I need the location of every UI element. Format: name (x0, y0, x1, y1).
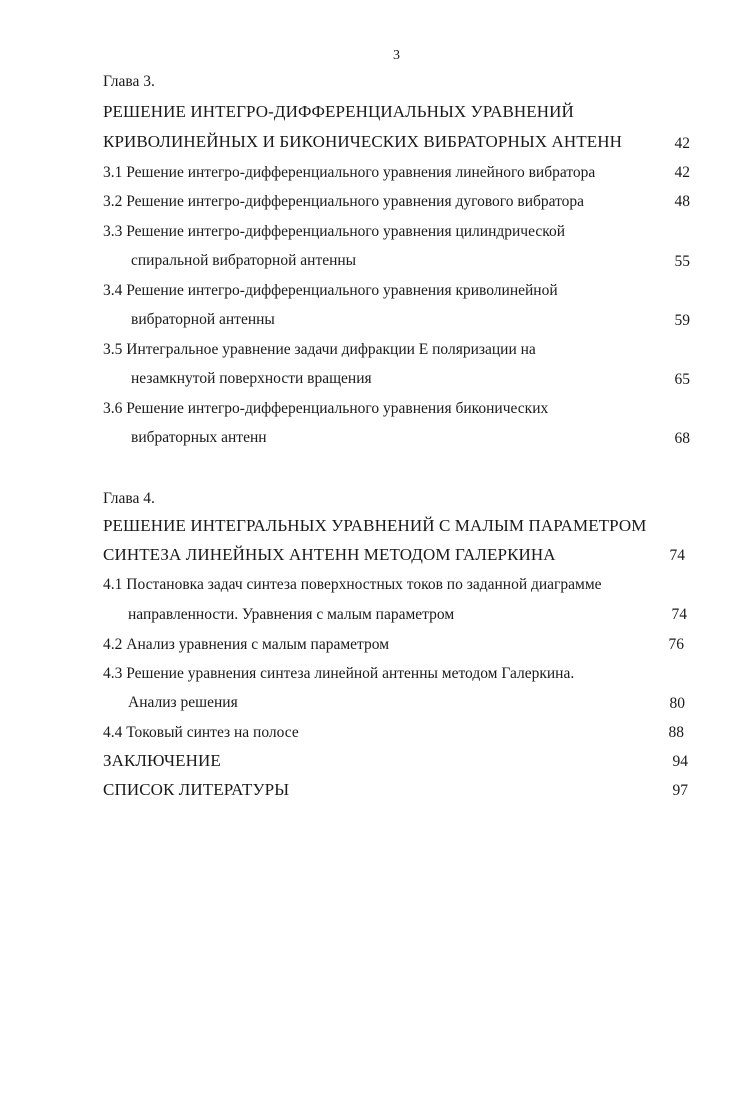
section-3-6-page: 68 (674, 430, 690, 447)
section-3-4-page: 59 (674, 312, 690, 329)
section-4-1-cont: направленности. Уравнения с малым параметром (128, 606, 455, 623)
section-4-1: 4.1 Постановка задач синтеза поверхностных токов по заданной диаграмме (103, 576, 602, 593)
section-3-3-cont: спиральной вибраторной антенны (131, 252, 357, 269)
section-4-1-page: 74 (671, 606, 687, 623)
section-4-4-page: 88 (668, 724, 684, 741)
chapter4-label: Глава 4. (103, 490, 155, 507)
section-3-6: 3.6 Решение интегро-дифференциального уравнения биконических (103, 400, 549, 417)
section-4-2-page: 76 (668, 636, 684, 653)
chapter4-title-page: 74 (669, 547, 685, 564)
section-4-3: 4.3 Решение уравнения синтеза линейной антенны методом Галеркина. (103, 665, 575, 682)
section-3-4-cont: вибраторной антенны (131, 311, 275, 328)
section-3-2: 3.2 Решение интегро-дифференциального уравнения дугового вибратора (103, 193, 585, 210)
references-page: 97 (672, 782, 688, 799)
chapter4-title-line1: РЕШЕНИЕ ИНТЕГРАЛЬНЫХ УРАВНЕНИЙ С МАЛЫМ ПАРАМЕТРОМ (103, 516, 647, 535)
section-3-5: 3.5 Интегральное уравнение задачи дифракции Е поляризации на (103, 341, 536, 358)
conclusion-page: 94 (672, 753, 688, 770)
references-heading: СПИСОК ЛИТЕРАТУРЫ (103, 780, 290, 799)
section-3-3-page: 55 (674, 253, 690, 270)
section-4-3-page: 80 (669, 695, 685, 712)
chapter3-label: Глава 3. (103, 73, 155, 90)
section-4-2: 4.2 Анализ уравнения с малым параметром (103, 636, 390, 653)
section-4-4: 4.4 Токовый синтез на полосе (103, 724, 299, 741)
section-3-6-cont: вибраторных антенн (131, 429, 267, 446)
section-4-3-cont: Анализ решения (128, 694, 238, 711)
page-number: 3 (393, 48, 400, 63)
chapter4-title-line2: СИНТЕЗА ЛИНЕЙНЫХ АНТЕНН МЕТОДОМ ГАЛЕРКИНА (103, 545, 556, 564)
chapter3-title-line1: РЕШЕНИЕ ИНТЕГРО-ДИФФЕРЕНЦИАЛЬНЫХ УРАВНЕНИЙ (103, 102, 574, 121)
section-3-5-cont: незамкнутой поверхности вращения (131, 370, 372, 387)
chapter3-title-page: 42 (674, 135, 690, 152)
section-3-5-page: 65 (674, 371, 690, 388)
section-3-2-page: 48 (674, 193, 690, 210)
section-3-4: 3.4 Решение интегро-дифференциального уравнения криволинейной (103, 282, 558, 299)
section-3-3: 3.3 Решение интегро-дифференциального уравнения цилиндрической (103, 223, 566, 240)
chapter3-title-line2: КРИВОЛИНЕЙНЫХ И БИКОНИЧЕСКИХ ВИБРАТОРНЫХ АНТЕНН (103, 132, 622, 151)
section-3-1-page: 42 (674, 164, 690, 181)
conclusion-heading: ЗАКЛЮЧЕНИЕ (103, 751, 221, 770)
section-3-1: 3.1 Решение интегро-дифференциального уравнения линейного вибратора (103, 164, 596, 181)
